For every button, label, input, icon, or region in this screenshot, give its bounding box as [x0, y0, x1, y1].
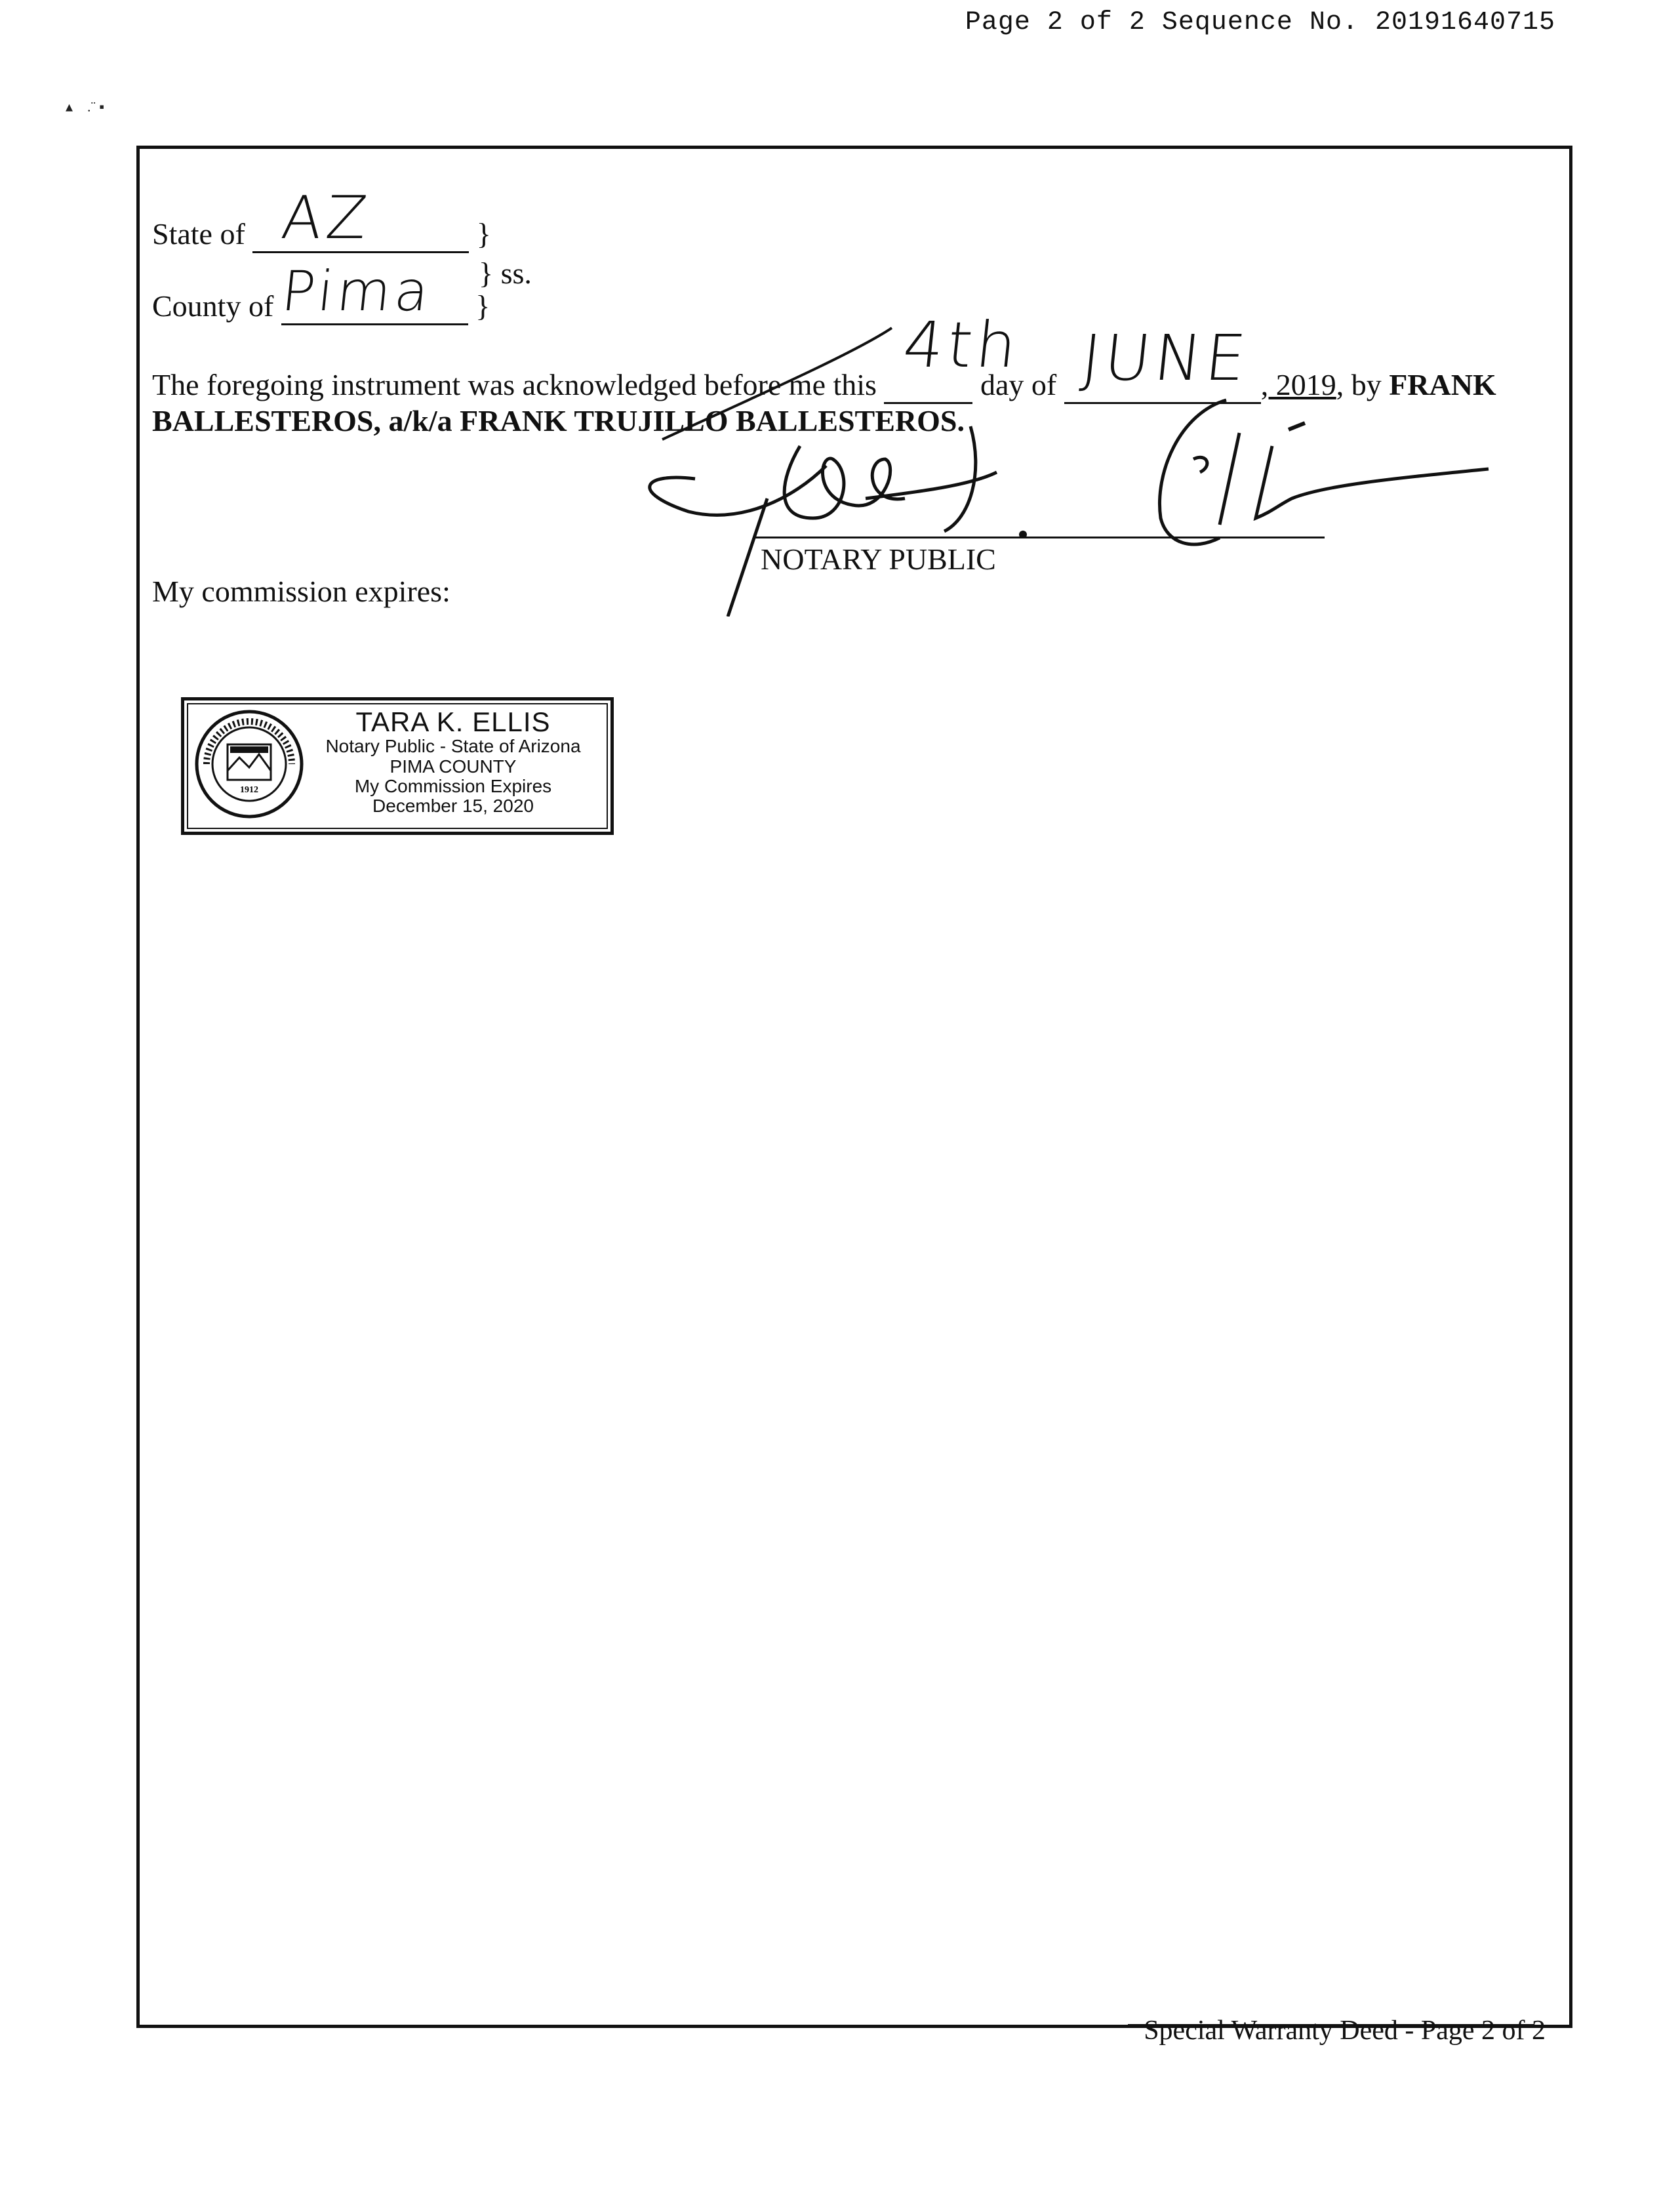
- day-of-label: day of: [980, 368, 1057, 401]
- commission-expires-label: My commission expires:: [152, 575, 450, 608]
- stamp-line-3: My Commission Expires: [354, 775, 552, 796]
- ack-text: The foregoing instrument was acknowledged before me this: [152, 368, 877, 401]
- name-first: FRANK: [1389, 368, 1496, 401]
- month-handwritten: JUNE: [1078, 321, 1253, 395]
- page-footer: Special Warranty Deed - Page 2 of 2: [1144, 2016, 1546, 2046]
- state-brace: }: [476, 217, 491, 251]
- notary-stamp: [181, 697, 614, 835]
- by-text: , by: [1336, 368, 1382, 401]
- stamp-line-1: Notary Public - State of Arizona: [325, 736, 581, 757]
- arizona-seal-icon: [193, 708, 305, 820]
- stamp-line-2: PIMA COUNTY: [390, 756, 517, 777]
- seal-year: 1912: [240, 785, 258, 795]
- county-handwritten: Pima: [278, 259, 436, 323]
- signature-line: [754, 537, 1325, 538]
- state-label: State of: [152, 217, 245, 251]
- county-brace: }: [475, 289, 490, 323]
- notary-public-label: NOTARY PUBLIC: [761, 542, 996, 576]
- state-handwritten: AZ: [278, 184, 374, 253]
- stamp-line-4: December 15, 2020: [372, 796, 534, 817]
- page-sequence-header: Page 2 of 2 Sequence No. 20191640715: [965, 8, 1555, 37]
- ss-line: } ss.: [479, 256, 532, 290]
- year-text: , 2019: [1260, 368, 1336, 401]
- county-label: County of: [152, 289, 274, 323]
- notary-signature: [616, 302, 1521, 617]
- acknowledgment-line-2: BALLESTEROS, a/k/a FRANK TRUJILLO BALLESTEROS.: [152, 404, 965, 437]
- day-handwritten: 4th: [900, 308, 1024, 382]
- scan-specks: ▴ .¨ ▪: [66, 98, 105, 115]
- stamp-text-block: [302, 707, 604, 816]
- stamp-notary-name: TARA K. ELLIS: [355, 706, 551, 737]
